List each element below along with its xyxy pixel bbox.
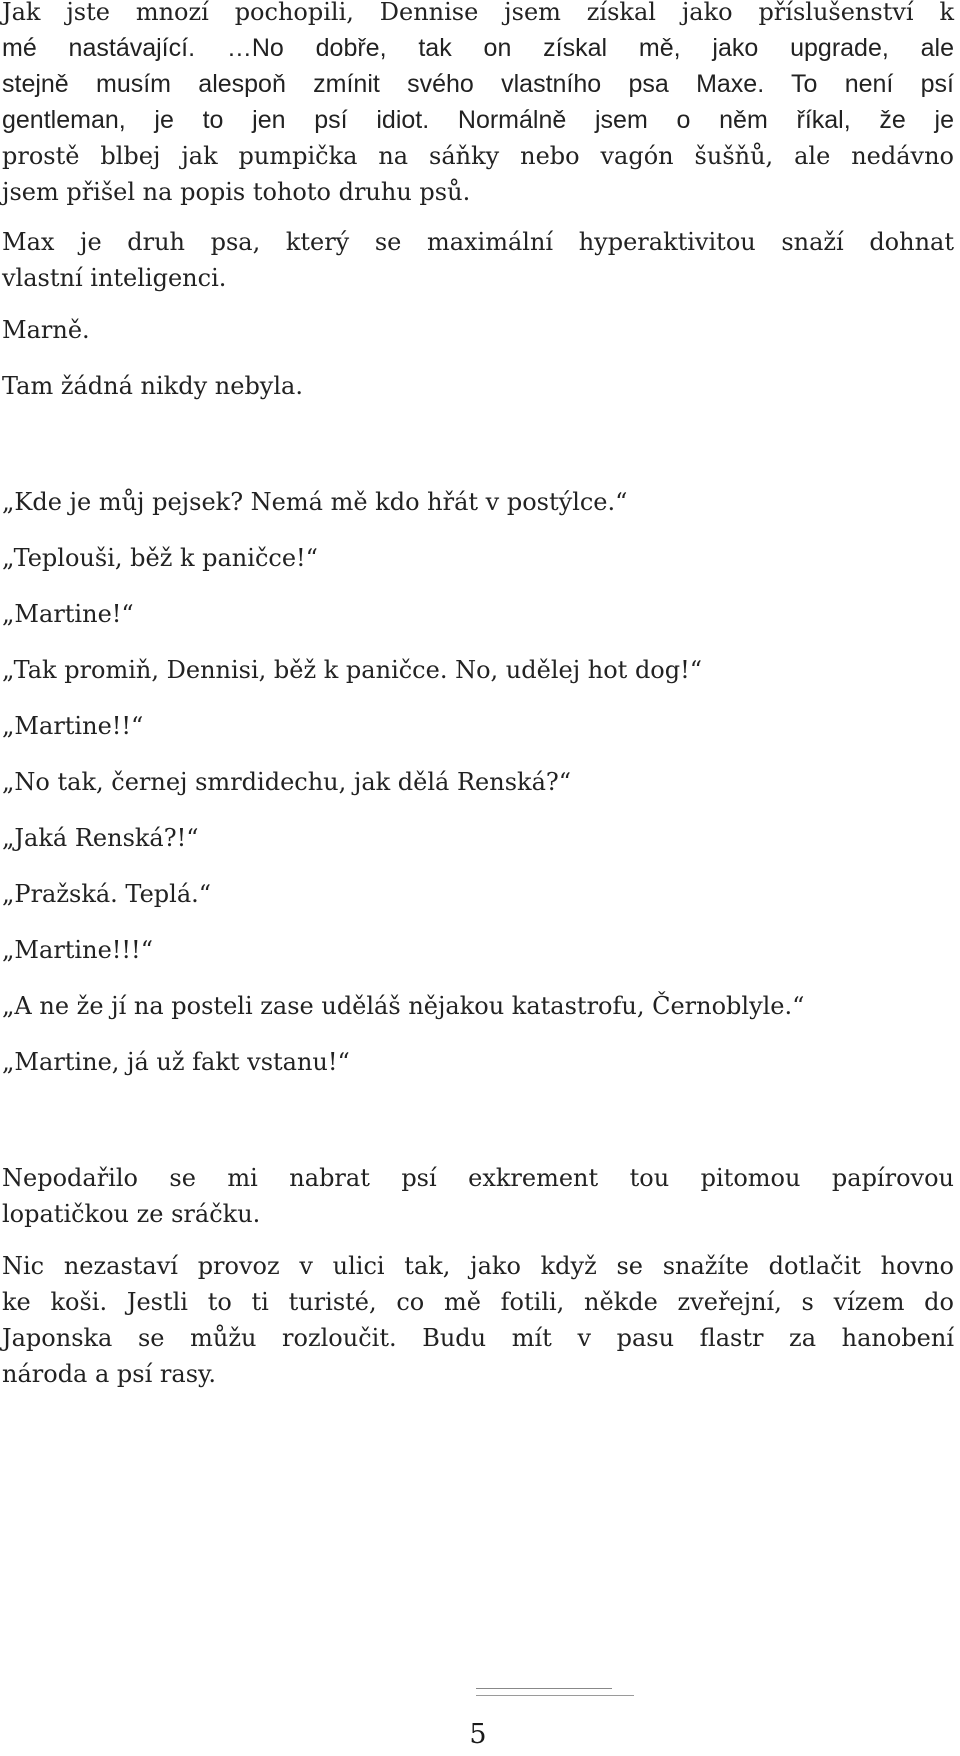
text-line: národa a psí rasy. bbox=[2, 1360, 217, 1388]
paragraph-max bbox=[2, 224, 954, 296]
dialogue-line: „Martine!“ bbox=[2, 600, 134, 628]
footer-rule-bottom bbox=[476, 1695, 634, 1696]
paragraph-marne: Marně. bbox=[2, 316, 90, 344]
text-line: stejně musím alespoň zmínit svého vlastního psa Maxe. To není psí bbox=[2, 70, 954, 98]
dialogue-line: „Jaká Renská?!“ bbox=[2, 824, 199, 852]
dialogue-line: „Martine!!!“ bbox=[2, 936, 153, 964]
dialogue-line: „Teplouši, běž k paničce!“ bbox=[2, 544, 318, 572]
text-line: Nic nezastaví provoz v ulici tak, jako když se snažíte dotlačit hovno bbox=[2, 1252, 954, 1280]
paragraph-exkrement bbox=[2, 1160, 954, 1232]
text-line: Jak jste mnozí pochopili, Dennise jsem získal jako příslušenství k bbox=[2, 0, 954, 26]
dialogue-line: „No tak, černej smrdidechu, jak dělá Renská?“ bbox=[2, 768, 572, 796]
text-line: vlastní inteligenci. bbox=[2, 264, 227, 292]
text-line: Nepodařilo se mi nabrat psí exkrement tou pitomou papírovou bbox=[2, 1164, 954, 1192]
dialogue-line: „Martine, já už fakt vstanu!“ bbox=[2, 1048, 350, 1076]
text-line: gentleman, je to jen psí idiot. Normálně jsem o něm říkal, že je bbox=[2, 106, 954, 134]
text-line: jsem přišel na popis tohoto druhu psů. bbox=[2, 178, 471, 206]
dialogue-line: „Kde je můj pejsek? Nemá mě kdo hřát v postýlce.“ bbox=[2, 488, 628, 516]
text-line: lopatičkou ze sráčku. bbox=[2, 1200, 261, 1228]
page-number: 5 bbox=[469, 1719, 487, 1750]
text-line: Max je druh psa, který se maximální hyperaktivitou snaží dohnat bbox=[2, 228, 954, 256]
text-line: ke koši. Jestli to ti turisté, co mě fotili, někde zveřejní, s vízem do bbox=[2, 1288, 954, 1316]
text-line: Japonska se můžu rozloučit. Budu mít v pasu flastr za hanobení bbox=[2, 1324, 954, 1352]
paragraph-provoz bbox=[2, 1248, 954, 1392]
text-line: prostě blbej jak pumpička na sáňky nebo vagón šušňů, ale nedávno bbox=[2, 142, 954, 170]
dialogue-line: „Pražská. Teplá.“ bbox=[2, 880, 212, 908]
paragraph-tam: Tam žádná nikdy nebyla. bbox=[2, 372, 303, 400]
dialogue-line: „A ne že jí na posteli zase uděláš nějakou katastrofu, Černoblyle.“ bbox=[2, 992, 805, 1020]
dialogue-line: „Tak promiň, Dennisi, běž k paničce. No, udělej hot dog!“ bbox=[2, 656, 703, 684]
footer-rule-top bbox=[476, 1688, 612, 1689]
text-line: mé nastávající. …No dobře, tak on získal mě, jako upgrade, ale bbox=[2, 34, 954, 62]
dialogue-line: „Martine!!“ bbox=[2, 712, 144, 740]
paragraph-intro bbox=[2, 0, 954, 210]
